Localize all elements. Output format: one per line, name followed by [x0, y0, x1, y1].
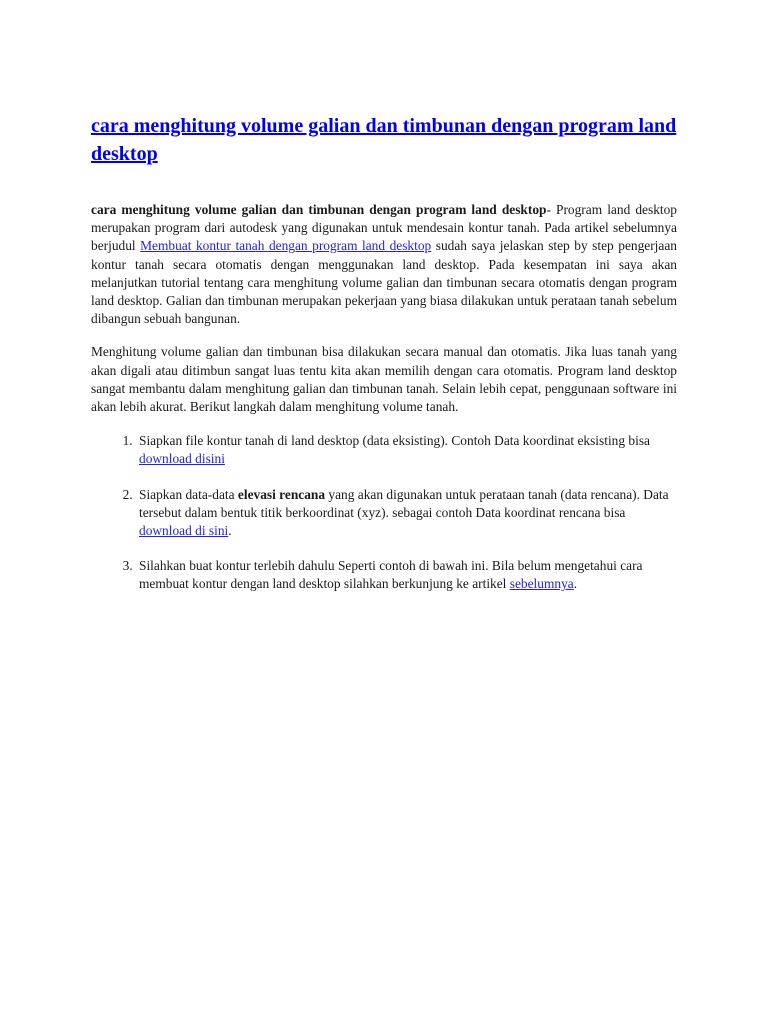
article-body: [91, 201, 677, 611]
step-1-text: Siapkan file kontur tanah di land desktop (data eksisting). Contoh Data koordinat eksisting bisa: [139, 433, 650, 449]
previous-article-link[interactable]: Membuat kontur tanah dengan program land desktop: [140, 238, 432, 254]
step-2-text-b: yang akan digunakan untuk perataan tanah (data rencana). Data tersebut dalam bentuk titik berkoordinat (xyz). sebagai contoh Data koordinat rencana bisa: [139, 486, 669, 520]
step-2-text-a: Siapkan data-data: [139, 486, 238, 502]
intro-bold-lead: cara menghitung volume galian dan timbunan dengan program land desktop: [91, 202, 547, 217]
intro-text-1: - Program land desktop merupakan program dari autodesk yang digunakan untuk mendesain kontur tanah. Pada artikel sebelumnya berjudul: [91, 202, 677, 254]
article-title-link[interactable]: cara menghitung volume galian dan timbunan dengan program land desktop: [91, 115, 677, 165]
second-paragraph: Menghitung volume galian dan timbunan bisa dilakukan secara manual dan otomatis. Jika luas tanah yang akan digali atau ditimbun sangat luas tentu kita akan memilih dengan cara otomatis. Program land desktop sangat membantu dalam menghitung galian dan timbunan tanah. Selain lebih cepat, penggunaan software ini akan lebih akurat. Berikut langkah dalam menghitung volume tanah.: [91, 344, 677, 415]
download-plan-link[interactable]: download di sini: [139, 523, 229, 539]
step-item-2: [136, 486, 677, 541]
intro-paragraph: [91, 201, 677, 328]
steps-list: [91, 432, 677, 593]
article-title: [91, 112, 691, 168]
download-existing-link[interactable]: download disini: [139, 451, 225, 467]
step-2-tail: .: [228, 523, 232, 539]
step-3-tail: .: [573, 576, 578, 592]
intro-text-2: sudah saya jelaskan step by step pengerjaan kontur tanah secara otomatis dengan menggunakan land desktop. Pada kesempatan ini saya akan melanjutkan tutorial tentang cara menghitung volume galian dan timbunan secara otomatis dengan program land desktop. Galian dan timbunan merupakan pekerjaan yang biasa dilakukan untuk perataan tanah sebelum dibangun sebuah bangunan.: [91, 238, 677, 327]
step-2-bold: elevasi rencana: [237, 486, 326, 502]
step-item-3: [136, 557, 677, 593]
previous-link[interactable]: sebelumnya: [509, 576, 574, 592]
step-3-text: Silahkan buat kontur terlebih dahulu Seperti contoh di bawah ini. Bila belum mengetahui cara membuat kontur dengan land desktop silahkan berkunjung ke artikel: [139, 558, 643, 592]
step-item-1: [136, 432, 677, 468]
